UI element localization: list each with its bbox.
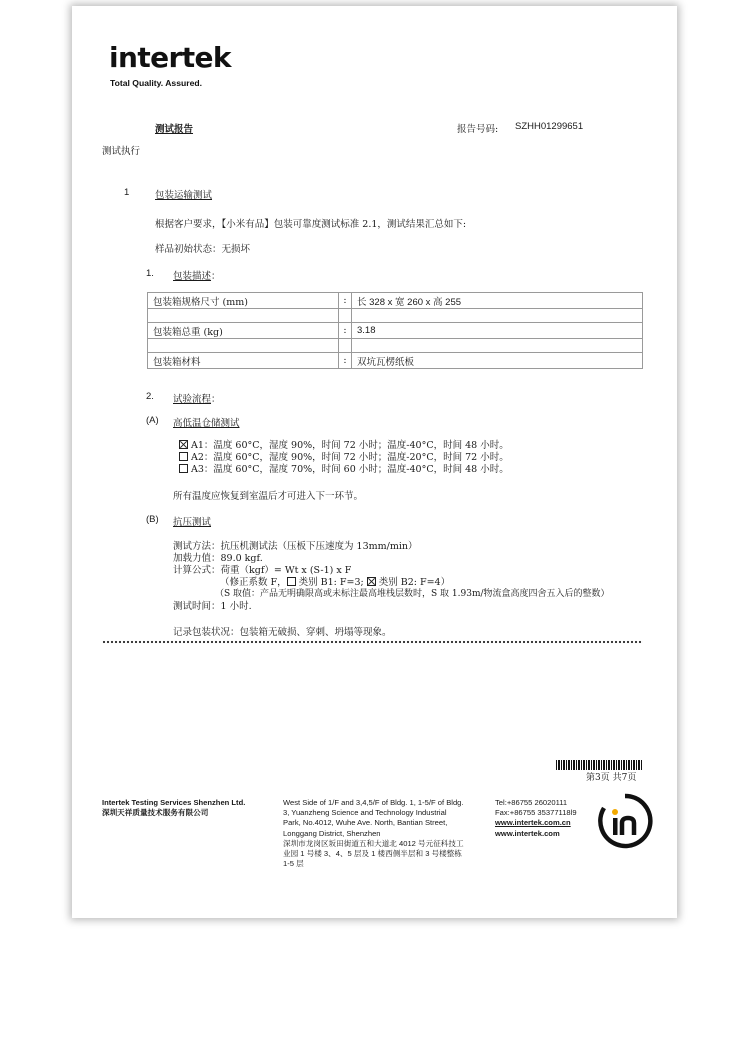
intertek-logo: intertek bbox=[109, 41, 231, 74]
process-heading bbox=[173, 391, 221, 405]
category-b1: 类别 B1: F=3; bbox=[298, 577, 364, 588]
temperature-note: 所有温度应恢复到室温后才可进入下一环节。 bbox=[173, 491, 364, 502]
load-force: 加载力值：89.0 kgf. bbox=[173, 553, 263, 564]
formula: 计算公式：荷重（kgf）= Wt x (S-1) x F bbox=[173, 565, 352, 576]
intro-text: 根据客户要求，【小米有品】包装可靠度测试标准 2.1，测试结果汇总如下: bbox=[155, 219, 467, 230]
report-title: 测试报告 bbox=[155, 124, 194, 135]
process-colon: ： bbox=[211, 394, 221, 405]
part-a-title: 高低温仓储测试 bbox=[173, 418, 240, 429]
weight-separator: : bbox=[339, 323, 352, 339]
checkbox-icon bbox=[179, 464, 188, 473]
address-line: Park, No.4012, Wuhe Ave. North, Bantian Street, bbox=[283, 818, 448, 828]
checkbox-icon bbox=[179, 452, 188, 461]
address-line: 业园 1 号楼 3、4、5 层及 1 楼西侧半层和 3 号楼整栋 bbox=[283, 849, 462, 859]
size-label: 包装箱规格尺寸 (mm) bbox=[148, 293, 339, 309]
initial-state: 样品初始状态：无损坏 bbox=[155, 244, 251, 255]
process-title: 试验流程 bbox=[173, 394, 212, 405]
logo-tagline: Total Quality. Assured. bbox=[110, 78, 202, 88]
material-value: 双坑瓦楞纸板 bbox=[352, 353, 643, 369]
footer-company bbox=[102, 798, 245, 818]
table-row bbox=[148, 323, 643, 339]
table-row bbox=[148, 353, 643, 369]
address-line: West Side of 1/F and 3,4,5/F of Bldg. 1, 1-5/F of Bldg. bbox=[283, 798, 464, 807]
option-a3-text: A3：温度 60°C，湿度 70%，时间 60 小时；温度-40°C，时间 48 小时。 bbox=[191, 464, 509, 475]
checked-box-icon bbox=[179, 440, 188, 449]
telephone: Tel:+86755 26020111 bbox=[495, 798, 568, 807]
test-time: 测试时间：1 小时. bbox=[173, 601, 252, 612]
table-row bbox=[148, 293, 643, 309]
footer-contact bbox=[495, 798, 577, 839]
description-heading bbox=[173, 268, 221, 282]
size-value: 长 328 x 宽 260 x 高 255 bbox=[352, 293, 643, 309]
report-page bbox=[72, 6, 677, 918]
package-condition: 记录包装状况：包装箱无破损、穿刺、坍塌等现象。 bbox=[173, 627, 392, 638]
company-name-cn: 深圳天祥质量技术服务有限公司 bbox=[102, 808, 209, 818]
address-line: 1-5 层 bbox=[283, 859, 304, 869]
page-number: 第3页 共7页 bbox=[586, 773, 637, 783]
s-value-note: （S 取值：产品无明确限高或未标注最高堆栈层数时，S 取 1.93m/物流盒高度四舍五入后的整数） bbox=[215, 589, 610, 599]
part-b-title: 抗压测试 bbox=[173, 517, 212, 528]
table-spacer-row bbox=[148, 339, 643, 353]
checked-box-icon bbox=[367, 577, 376, 586]
address-line: Longgang District, Shenzhen bbox=[283, 828, 381, 838]
section-number: 1 bbox=[124, 187, 130, 198]
part-a-label: (A) bbox=[146, 415, 159, 426]
intertek-circle-logo-icon bbox=[596, 792, 654, 850]
table-spacer-row bbox=[148, 309, 643, 323]
material-label: 包装箱材料 bbox=[148, 353, 339, 369]
section-title: 包装运输测试 bbox=[155, 190, 213, 201]
option-a1-text: A1：温度 60°C，湿度 90%，时间 72 小时；温度-40°C，时间 48 小时。 bbox=[191, 440, 509, 451]
company-name-en: Intertek Testing Services Shenzhen Ltd. bbox=[102, 798, 246, 807]
coefficient-prefix: （修正系数 F， bbox=[220, 577, 287, 588]
description-number: 1. bbox=[146, 268, 154, 279]
option-a2-text: A2：温度 60°C，湿度 90%，时间 72 小时；温度-20°C，时间 72 小时。 bbox=[191, 452, 509, 463]
package-table bbox=[147, 292, 643, 369]
material-separator: : bbox=[339, 353, 352, 369]
fax: Fax:+86755 35377118l9 bbox=[495, 808, 577, 818]
process-number: 2. bbox=[146, 391, 154, 402]
weight-label: 包装箱总重 (kg) bbox=[148, 323, 339, 339]
report-number: SZHH01299651 bbox=[515, 121, 584, 132]
part-b-label: (B) bbox=[146, 514, 159, 525]
checkbox-icon bbox=[287, 577, 296, 586]
address-line: 深圳市龙岗区坂田街道五和大道北 4012 号元征科技工 bbox=[283, 838, 464, 848]
weight-value: 3.18 bbox=[352, 323, 643, 339]
website-link[interactable]: www.intertek.com bbox=[495, 828, 560, 838]
size-separator: : bbox=[339, 293, 352, 309]
barcode bbox=[556, 760, 642, 770]
asterisk-divider bbox=[102, 640, 643, 644]
test-method: 测试方法：抗压机测试法（压板下压速度为 13mm/min） bbox=[173, 541, 418, 552]
report-number-label: 报告号码: bbox=[457, 124, 499, 135]
website-cn-link[interactable]: www.intertek.com.cn bbox=[495, 818, 571, 828]
option-a3 bbox=[179, 461, 509, 475]
address-line: 3, Yuanzheng Science and Technology Industrial bbox=[283, 808, 447, 818]
category-b2: 类别 B2: F=4） bbox=[378, 577, 451, 588]
description-title: 包装描述 bbox=[173, 271, 212, 282]
description-colon: ： bbox=[211, 271, 221, 282]
section-heading: 测试执行 bbox=[102, 146, 141, 157]
footer-address bbox=[283, 798, 464, 869]
